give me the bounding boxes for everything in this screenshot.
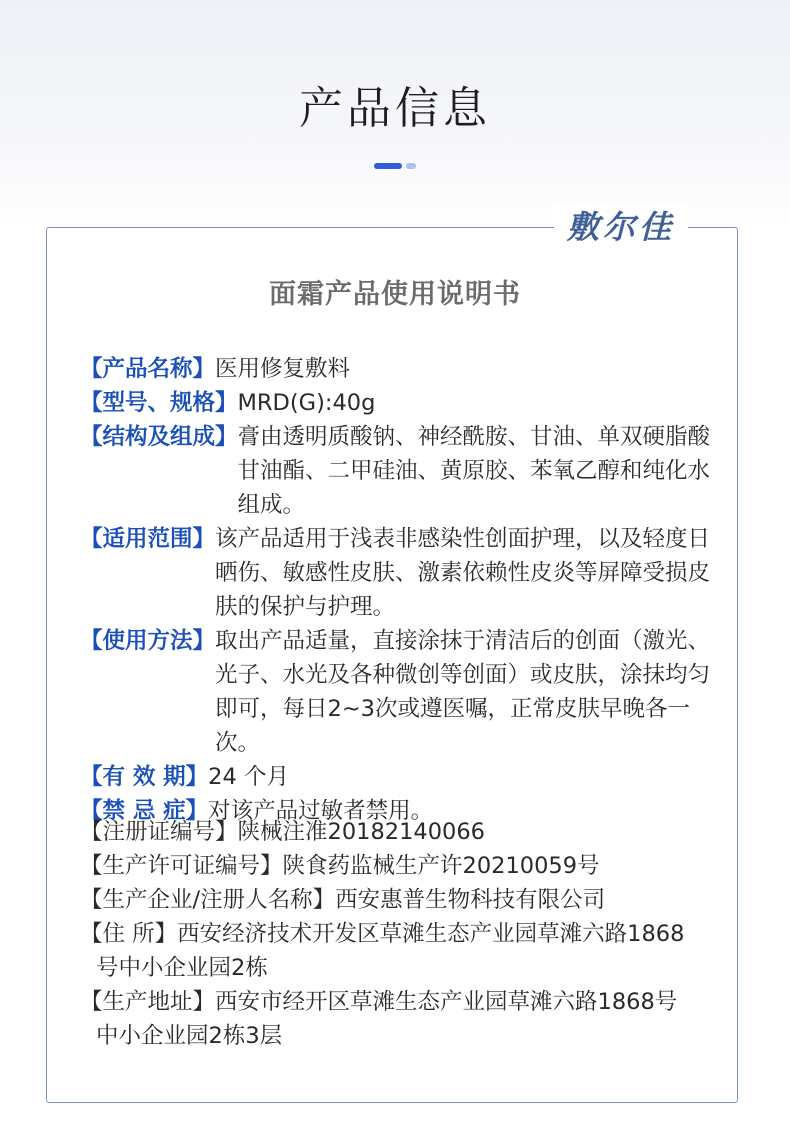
spec-label: 【产品名称】	[80, 356, 216, 382]
spec-value: 膏由透明质酸钠、神经酰胺、甘油、单双硬脂酸甘油酯、二甲硅油、黄原胶、苯氧乙醇和纯化水组成。	[237, 424, 711, 518]
page-title: 产品信息	[299, 83, 491, 134]
spec-label: 【有 效 期】	[80, 764, 209, 790]
spec-label: 【使用方法】	[80, 628, 216, 654]
spec-row-model	[80, 386, 720, 420]
spec-list	[80, 352, 720, 828]
production-address: 【生产地址】西安市经开区草滩生态产业园草滩六路1868号	[80, 989, 678, 1015]
spec-value: 对该产品过敏者禁用。	[208, 798, 434, 824]
spec-row-usage	[80, 624, 720, 760]
divider-dot	[406, 163, 416, 169]
address: 【住 所】西安经济技术开发区草滩生态产业园草滩六路1868	[80, 921, 685, 947]
spec-label: 【适用范围】	[80, 526, 216, 552]
spec-value: 医用修复敷料	[215, 356, 351, 382]
brand-logo: 敷尔佳	[554, 204, 688, 250]
spec-row-composition	[80, 420, 720, 522]
spec-label: 【结构及组成】	[80, 424, 238, 450]
spec-label: 【型号、规格】	[80, 390, 238, 416]
registration-number: 【注册证编号】陕械注准20182140066	[80, 819, 485, 845]
production-license: 【生产许可证编号】陕食药监械生产许20210059号	[80, 853, 600, 879]
spec-row-product-name	[80, 352, 720, 386]
document-title: 面霜产品使用说明书	[269, 279, 521, 310]
address-continued: 号中小企业园2栋	[96, 955, 268, 981]
production-address-continued: 中小企业园2栋3层	[96, 1023, 283, 1049]
spec-value: 24 个月	[208, 764, 289, 790]
manufacturer: 【生产企业/注册人名称】西安惠普生物科技有限公司	[80, 887, 606, 913]
divider-bar	[374, 163, 402, 169]
spec-value: 该产品适用于浅表非感染性创面护理，以及轻度日晒伤、敏感性皮肤、激素依赖性皮炎等屏障受损皮肤的保护与护理。	[215, 526, 711, 620]
registration-info	[80, 815, 720, 1053]
spec-row-scope	[80, 522, 720, 624]
spec-row-validity	[80, 760, 720, 794]
spec-value: 取出产品适量，直接涂抹于清洁后的创面（激光、光子、水光及各种微创等创面）或皮肤，涂抹均匀即可，每日2~3次或遵医嘱，正常皮肤早晚各一次。	[215, 628, 711, 756]
spec-label: 【禁 忌 症】	[80, 798, 209, 824]
spec-value: MRD(G):40g	[237, 390, 376, 416]
